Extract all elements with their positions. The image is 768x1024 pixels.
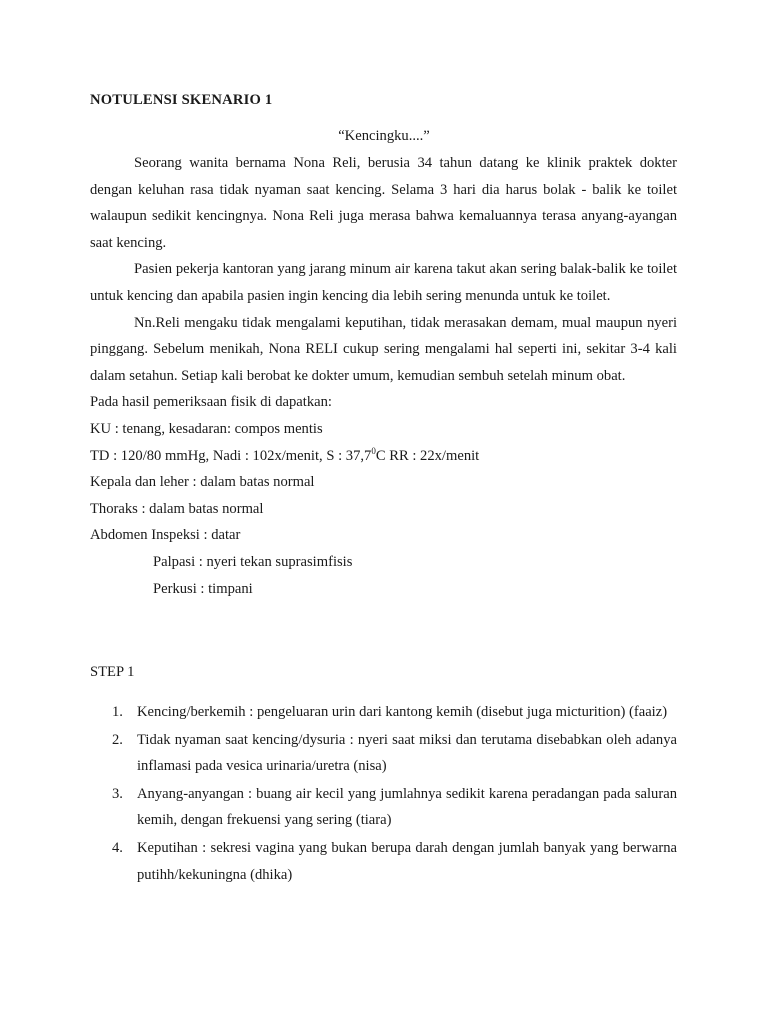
exam-td-suffix: C RR : 22x/menit: [375, 447, 480, 464]
list-item-text: Tidak nyaman saat kencing/dysuria : nyeri saat miksi dan terutama disebabkan oleh adanya inflamasi pada vesica urinaria/uretra (nisa): [137, 731, 677, 775]
document-title: NOTULENSI SKENARIO 1: [90, 92, 273, 108]
exam-palpasi: Palpasi : nyeri tekan suprasimfisis: [153, 553, 353, 570]
paragraph-3: Nn.Reli mengaku tidak mengalami keputihan, tidak merasakan demam, mual maupun nyeri pinggang. Sebelum menikah, Nona RELI cukup sering mengalami hal seperti ini, sekitar 3-4 kali dalam setahun. Setiap kali berobat ke dokter umum, kemudian sembuh setelah minum obat.: [90, 314, 677, 384]
list-item: [90, 727, 677, 780]
exam-ku: KU : tenang, kesadaran: compos mentis: [90, 420, 323, 437]
list-item-text: Keputihan : sekresi vagina yang bukan berupa darah dengan jumlah banyak yang berwarna putihh/kekuningna (dhika): [137, 839, 677, 883]
step-heading: STEP 1: [90, 664, 135, 680]
exam-kepala: Kepala dan leher : dalam batas normal: [90, 474, 315, 491]
list-item-text: Anyang-anyangan : buang air kecil yang jumlahnya sedikit karena peradangan pada saluran kemih, dengan frekuensi yang sering (tiara): [137, 785, 677, 829]
list-item-number: 2.: [112, 731, 123, 748]
scenario-subtitle: “Kencingku....”: [338, 128, 430, 144]
exam-perkusi: Perkusi : timpani: [153, 580, 253, 597]
exam-abdomen: Abdomen Inspeksi : datar: [90, 527, 241, 544]
list-item-number: 1.: [112, 704, 123, 720]
exam-td-prefix: TD : 120/80 mmHg, Nadi : 102x/menit, S : 37,7: [90, 447, 372, 464]
paragraph-1: Seorang wanita bernama Nona Reli, berusia 34 tahun datang ke klinik praktek dokter dengan keluhan rasa tidak nyaman saat kencing. Selama 3 hari dia harus bolak - balik ke toilet walaupun sedikit kencingnya. Nona Reli juga merasa bahwa kemaluannya terasa anyang-ayangan saat kencing.: [90, 155, 677, 251]
list-item-number: 3.: [112, 785, 123, 802]
list-item: [90, 781, 677, 834]
paragraph-2: Pasien pekerja kantoran yang jarang minum air karena takut akan sering balak-balik ke toilet untuk kencing dan apabila pasien ingin kencing dia lebih sering menunda untuk ke toilet.: [90, 261, 677, 304]
list-item: [90, 699, 677, 726]
list-item: [90, 835, 677, 888]
list-item-number: 4.: [112, 839, 123, 856]
scenario-body: [90, 150, 677, 602]
exam-td-degree: 0: [371, 445, 376, 456]
exam-td: [90, 443, 677, 470]
exam-thoraks: Thoraks : dalam batas normal: [90, 500, 264, 517]
exam-intro: Pada hasil pemeriksaan fisik di dapatkan:: [90, 394, 332, 411]
list-item-text: Kencing/berkemih : pengeluaran urin dari kantong kemih (disebut juga micturition) (faaiz): [137, 704, 668, 720]
step-list: [90, 699, 677, 889]
